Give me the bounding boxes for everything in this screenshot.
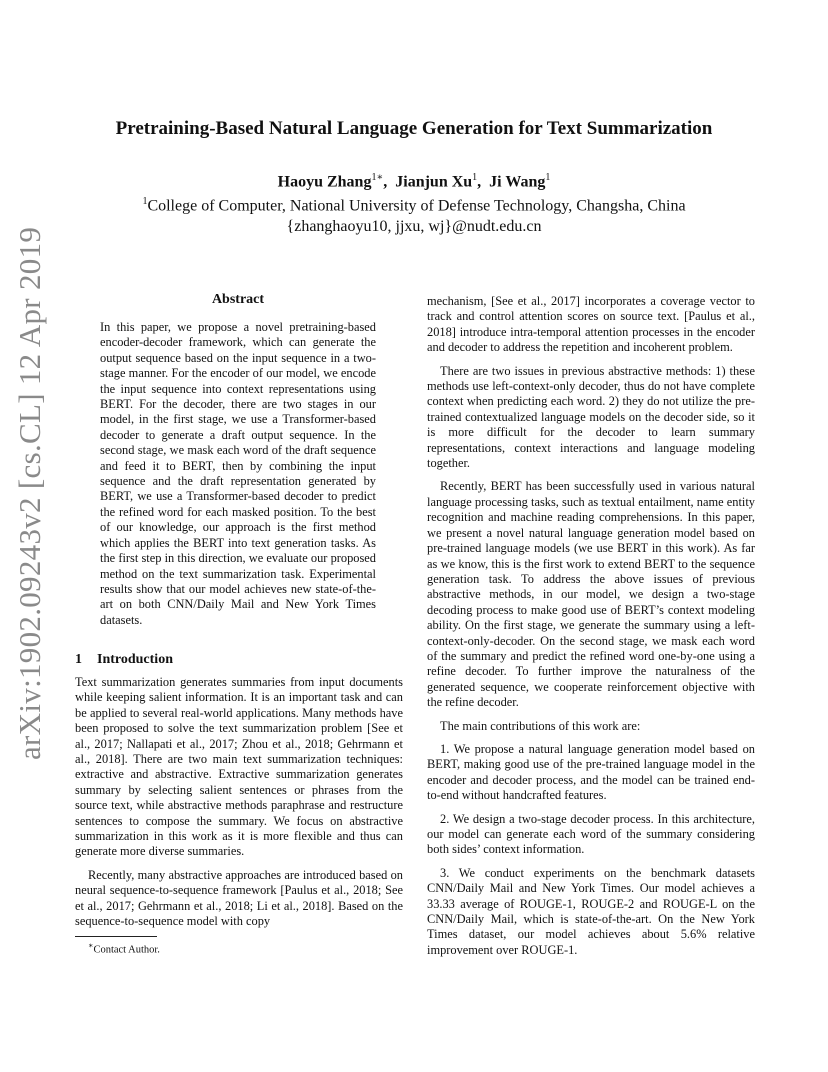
section-title: Introduction bbox=[97, 652, 173, 667]
contribution-item: 2. We design a two-stage decoder process. In this architecture, our model can generate each word of the summary considering both sides’ context information. bbox=[427, 811, 755, 857]
contribution-item: 3. We conduct experiments on the benchmark datasets CNN/Daily Mail and New York Times. Our model achieves a 33.33 average of ROUGE-1, ROUGE-2 and ROUGE-L on the CNN/Daily Mail, which is state-of-the-art. On the New York Times dataset, our model achieves about 5.6% relative improvement over ROUGE-1. bbox=[427, 865, 755, 957]
arxiv-side-label: arXiv:1902.09243v2 [cs.CL] 12 Apr 2019 bbox=[12, 226, 47, 760]
author-marks: 1 bbox=[545, 172, 551, 183]
footnote-mark: ∗ bbox=[88, 941, 94, 950]
introduction-right-column bbox=[427, 294, 755, 966]
section-number: 1 bbox=[75, 652, 82, 667]
paragraph: Recently, many abstractive approaches are introduced based on neural sequence-to-sequence framework [Paulus et al., 2018; See et al., 2017; Gehrmann et al., 2018; Li et al., 2018]. Based on the sequence-to-sequence model with copy bbox=[75, 867, 403, 929]
affiliation-text: College of Computer, National University of Defense Technology, Changsha, China bbox=[147, 197, 686, 215]
author-emails: {zhanghaoyu10, jjxu, wj}@nudt.edu.cn bbox=[286, 218, 542, 235]
author-name: Ji Wang bbox=[489, 173, 546, 191]
introduction-left-column bbox=[75, 675, 403, 938]
paragraph: Text summarization generates summaries from input documents while keeping salient information. It is an important task and can be applied to several real-world applications. Many methods have been proposed to solve the text summarization problem [See et al., 2017; Nallapati et al., 2017; Zhou et al., 2018; Gehrmann et al., 2018]. There are two main text summarization techniques: extractive and abstractive. Extractive summarization generates summary by selecting salient sentences or phrases from the source text, while abstractive methods paraphrase and restructure sentences to compose the summary. We focus on abstractive summarization in this work as it is more flexible and thus can generate more diverse summaries. bbox=[75, 675, 403, 859]
paragraph: There are two issues in previous abstractive methods: 1) these methods use left-context-only decoder, thus do not have complete context when predicting each word. 2) they do not utilize the pre-trained contextualized language models on the decoder side, so it is more difficult for the decoder to learn summary representations, context interactions and language modeling together. bbox=[427, 363, 755, 471]
abstract-text: In this paper, we propose a novel pretraining-based encoder-decoder framework, which can generate the output sequence based on the input sequence in a two-stage manner. For the encoder of our model, we encode the input sequence into context representations using BERT. For the decoder, there are two stages in our model, in the first stage, we use a Transformer-based decoder to generate a draft output sequence. In the second stage, we mask each word of the draft sequence and feed it to BERT, then by combining the input sequence and the draft representation generated by BERT, we use a Transformer-based decoder to predict the refined word for each masked position. To the best of our knowledge, our approach is the first method which applies the BERT into text generation tasks. As the first step in this direction, we evaluate our proposed method on the text summarization task. Experimental results show that our model achieves new state-of-the-art on both CNN/Daily Mail and New York Times datasets. bbox=[100, 320, 376, 627]
footnote-rule bbox=[75, 936, 157, 937]
footnote bbox=[88, 941, 160, 956]
author-name: Jianjun Xu bbox=[395, 173, 473, 191]
author-list: Haoyu Zhang$^{1∗}$, Jianjun Xu$^1$, Ji Wang$^1$ bbox=[277, 172, 551, 191]
paragraph: mechanism, [See et al., 2017] incorporates a coverage vector to track and control attention scores on source text. [Paulus et al., 2018] introduce intra-temporal attention processes in the encoder and decoder to address the repetition and incoherent problem. bbox=[427, 294, 755, 355]
abstract-heading: Abstract bbox=[211, 292, 265, 307]
abstract-body bbox=[100, 320, 376, 636]
author-marks: 1 bbox=[472, 172, 478, 183]
author-name: Haoyu Zhang bbox=[277, 173, 372, 191]
footnote-text: Contact Author. bbox=[93, 944, 160, 956]
affiliation bbox=[0, 196, 828, 215]
section-heading bbox=[75, 652, 173, 668]
author-marks: 1∗ bbox=[371, 172, 384, 183]
paragraph: The main contributions of this work are: bbox=[440, 718, 641, 733]
paper-title: Pretraining-Based Natural Language Generation for Text Summarization bbox=[115, 118, 713, 139]
affiliation-mark: 1 bbox=[142, 196, 148, 207]
paragraph: Recently, BERT has been successfully used in various natural language processing tasks, such as textual entailment, name entity recognition and machine reading comprehensions. In this paper, we present a novel natural language generation model based on pre-trained language models (we use BERT in this work). As far as we know, this is the first work to extend BERT to the sequence generation task. To address the above issues of previous abstractive methods, in our model, we design a two-stage decoding process to make good use of BERT’s context modeling ability. On the first stage, we generate the summary using a left-context-only-decoder. On the second stage, we mask each word of the summary and predict the refined word one-by-one using a refine decoder. To further improve the naturalness of the generated sequence, we cooperate reinforcement objective with the refine decoder. bbox=[427, 479, 755, 710]
contribution-item: 1. We propose a natural language generation model based on BERT, making good use of the pre-trained language model in the encoder and decoder process, and the model can be trained end-to-end without handcrafted features. bbox=[427, 741, 755, 803]
